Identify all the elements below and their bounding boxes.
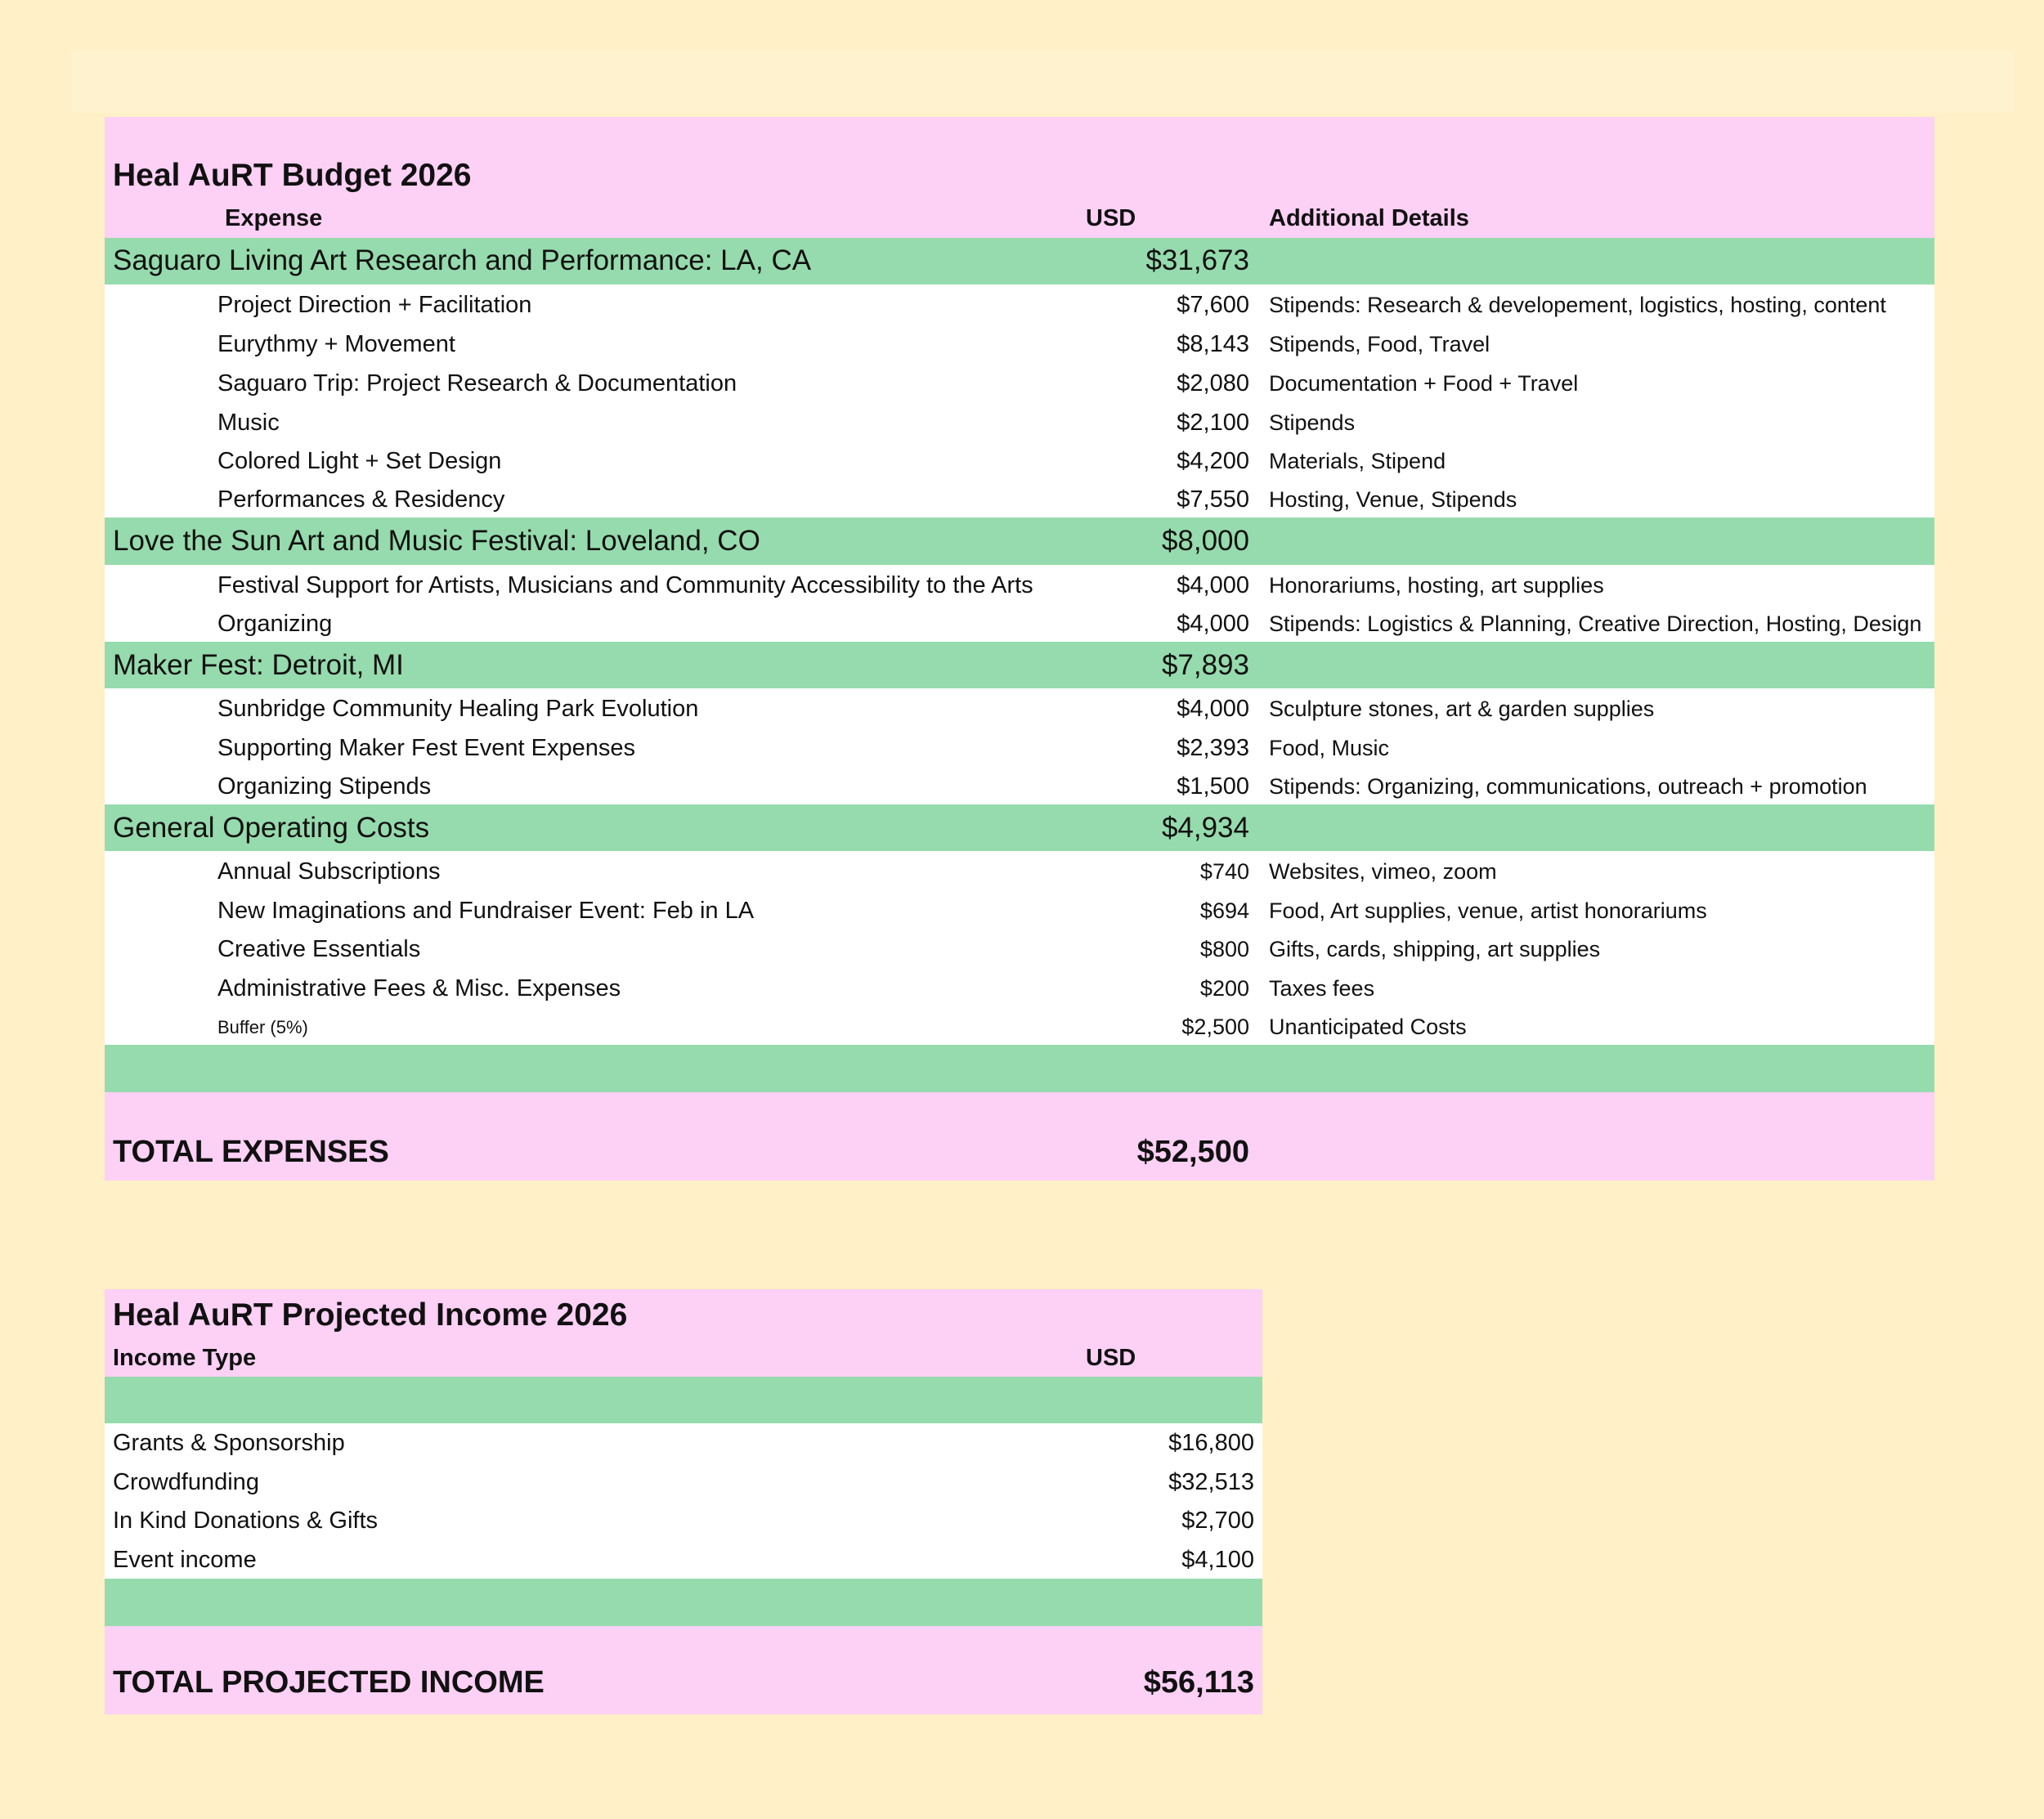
section-name: Saguaro Living Art Research and Performance: LA, CA [113,244,812,276]
expense-details: Food, Music [1269,736,1390,760]
spacer-row [105,1579,1262,1626]
table-row [105,441,1934,479]
expense-label: Sunbridge Community Healing Park Evolution [217,696,699,722]
expense-details: Stipends, Food, Travel [1269,332,1490,356]
income-label: Grants & Sponsorship [113,1430,345,1456]
expense-details: Hosting, Venue, Stipends [1269,487,1517,512]
table-row [105,890,1934,929]
expense-label: Music [217,410,280,436]
table-row [105,479,1934,517]
expense-label: Annual Subscriptions [217,858,441,885]
expense-usd: $800 [1199,937,1249,961]
spacer-row [105,1377,1262,1423]
expense-label: Organizing [217,611,333,637]
section-row [105,804,1934,851]
expense-details: Stipends [1269,410,1356,435]
expense-label: Buffer (5%) [217,1017,308,1037]
expense-usd: $2,100 [1177,410,1249,436]
expense-details: Stipends: Research & developement, logistics, hosting, content [1269,293,1886,317]
table-row [105,565,1934,603]
section-items [105,688,1934,804]
section-items [105,565,1934,642]
income-label: Event income [113,1547,257,1573]
section-row [105,642,1934,688]
expense-usd: $4,200 [1177,448,1249,474]
details-column-header: Additional Details [1269,205,1469,231]
section-row [105,517,1934,565]
table-row [105,1006,1934,1045]
table-row [105,284,1934,324]
table-row [105,1423,1262,1463]
section-total: $4,934 [1161,812,1249,844]
section-items [105,284,1934,517]
table-row [105,363,1934,402]
budget-title: Heal AuRT Budget 2026 [113,158,472,193]
total-income-value: $56,113 [1143,1665,1254,1700]
top-band [72,51,2013,113]
table-row [105,728,1934,766]
expense-usd: $4,000 [1177,696,1249,722]
income-usd: $32,513 [1168,1469,1254,1495]
table-row [105,929,1934,968]
spacer-row [105,1045,1934,1092]
total-income-label: TOTAL PROJECTED INCOME [113,1665,545,1700]
section-name: Love the Sun Art and Music Festival: Loveland, CO [113,525,760,557]
expense-label: Administrative Fees & Misc. Expenses [217,975,621,1001]
section-total: $7,893 [1161,649,1249,681]
expense-label: Performances & Residency [217,486,505,513]
expense-label: Saguaro Trip: Project Research & Documentation [217,370,737,397]
income-title: Heal AuRT Projected Income 2026 [113,1297,628,1333]
expense-usd: $4,000 [1177,611,1249,637]
income-usd: $16,800 [1168,1430,1254,1456]
total-expenses-row [105,1092,1934,1181]
table-row [105,1540,1262,1579]
expense-usd: $694 [1199,898,1249,923]
income-label: Crowdfunding [113,1469,259,1495]
income-type-column-header: Income Type [113,1345,257,1371]
table-row [105,1463,1262,1501]
table-row [105,851,1934,890]
expense-usd: $2,080 [1177,370,1249,397]
income-header [105,1289,1262,1377]
expense-details: Taxes fees [1269,976,1375,1001]
section-total: $8,000 [1161,525,1249,557]
expense-details: Unanticipated Costs [1269,1015,1467,1039]
table-row [105,324,1934,363]
section-name: General Operating Costs [113,812,430,844]
expense-column-header: Expense [225,205,323,231]
expense-details: Food, Art supplies, venue, artist honorariums [1269,898,1707,923]
expense-usd: $4,000 [1177,572,1249,598]
expense-label: Festival Support for Artists, Musicians and Community Accessibility to the Arts [217,572,1033,598]
table-row [105,603,1934,642]
expense-details: Honorariums, hosting, art supplies [1269,573,1604,598]
total-expenses-label: TOTAL EXPENSES [113,1135,389,1169]
expense-details: Stipends: Organizing, communications, outreach + promotion [1269,774,1867,799]
expense-details: Stipends: Logistics & Planning, Creative Direction, Hosting, Design [1269,612,1922,636]
table-row [105,968,1934,1006]
expense-usd: $2,393 [1177,735,1249,761]
expense-label: New Imaginations and Fundraiser Event: Feb in LA [217,898,755,924]
expense-details: Documentation + Food + Travel [1269,371,1579,396]
expense-label: Organizing Stipends [217,773,432,800]
income-table [105,1289,1262,1714]
expense-label: Supporting Maker Fest Event Expenses [217,735,635,761]
expense-details: Websites, vimeo, zoom [1269,859,1497,884]
expense-usd: $8,143 [1177,331,1249,357]
expense-details: Sculpture stones, art & garden supplies [1269,697,1655,721]
income-usd-column-header: USD [1086,1345,1136,1371]
expense-usd: $200 [1199,976,1249,1001]
income-label: In Kind Donations & Gifts [113,1508,378,1534]
table-row [105,766,1934,804]
expense-details: Gifts, cards, shipping, art supplies [1269,937,1601,961]
budget-table [105,117,1934,1181]
section-total: $31,673 [1145,244,1249,276]
expense-usd: $7,600 [1177,292,1249,318]
budget-header [105,117,1934,238]
expense-label: Colored Light + Set Design [217,448,502,474]
expense-usd: $1,500 [1177,773,1249,800]
expense-label: Creative Essentials [217,936,421,962]
income-items [105,1423,1262,1579]
expense-label: Eurythmy + Movement [217,331,455,357]
table-row [105,1501,1262,1540]
section-items [105,851,1934,1045]
total-expenses-value: $52,500 [1136,1135,1249,1169]
income-usd: $4,100 [1181,1547,1254,1573]
usd-column-header: USD [1086,205,1136,231]
income-usd: $2,700 [1181,1508,1254,1534]
section-row [105,238,1934,284]
expense-usd: $740 [1199,859,1249,884]
expense-label: Project Direction + Facilitation [217,292,532,318]
expense-usd: $2,500 [1181,1015,1249,1039]
expense-usd: $7,550 [1177,486,1249,513]
section-name: Maker Fest: Detroit, MI [113,649,404,681]
table-row [105,402,1934,441]
expense-details: Materials, Stipend [1269,449,1446,473]
total-income-row [105,1626,1262,1714]
table-row [105,688,1934,728]
